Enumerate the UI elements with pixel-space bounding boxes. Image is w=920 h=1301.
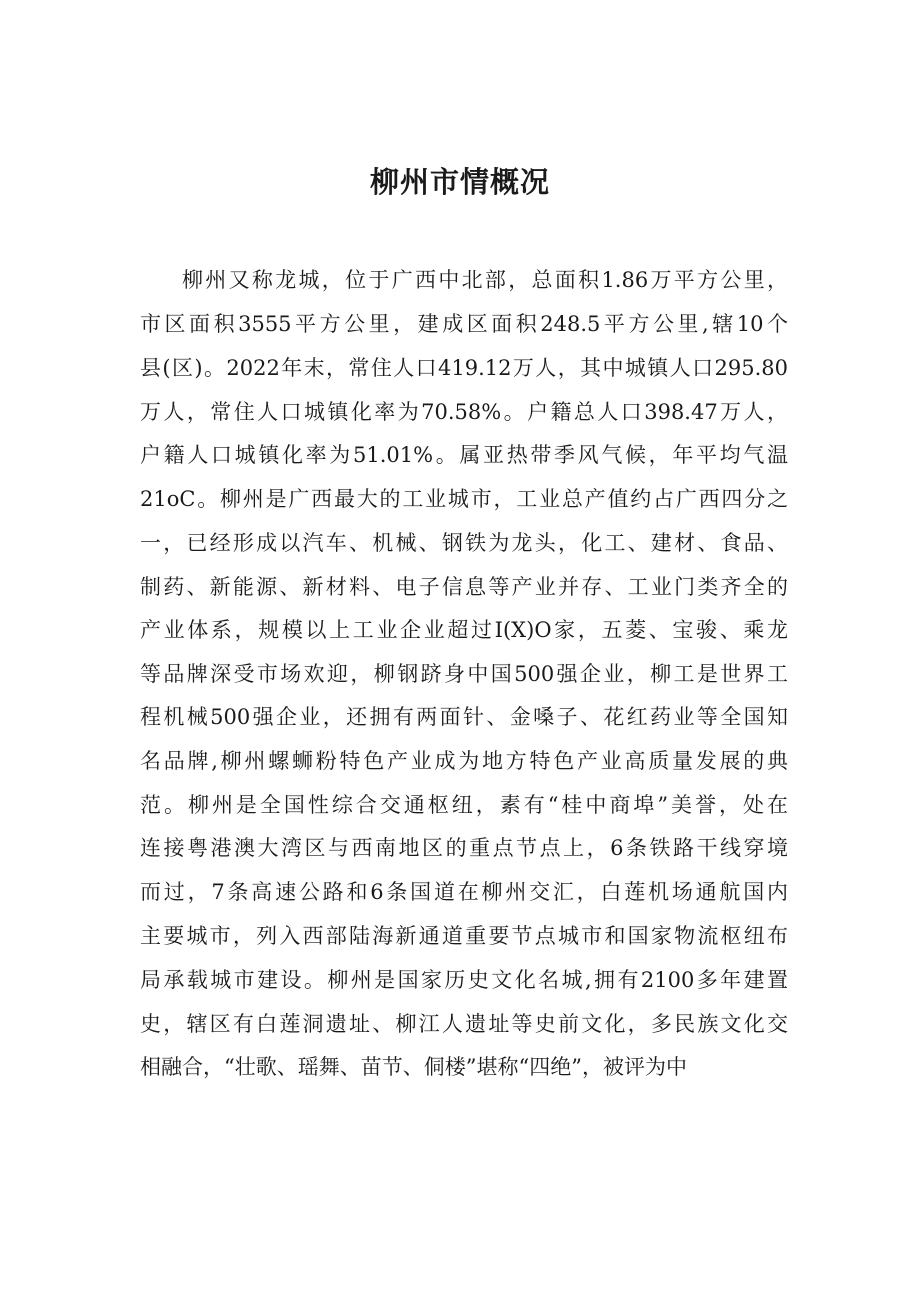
body-line: 史，辖区有白莲洞遗址、柳江人遗址等史前文化，多民族文化交 [140,1012,788,1036]
body-line: 户籍人口城镇化率为51.01%。属亚热带季风气候，年平均气温 [140,443,788,467]
body-line: 市区面积3555平方公里，建成区面积248.5平方公里,辖10个 [140,312,788,336]
body-line: 产业体系，规模以上工业企业超过I(X)O家，五菱、宝骏、乘龙 [140,618,788,642]
body-line: 名品牌,柳州螺蛳粉特色产业成为地方特色产业高质量发展的典 [140,749,788,773]
body-line: 等品牌深受市场欢迎，柳钢跻身中国500强企业，柳工是世界工 [140,662,788,686]
body-line: 局承载城市建设。柳州是国家历史文化名城,拥有2100多年建置 [140,968,788,992]
body-line: 主要城市，列入西部陆海新通道重要节点城市和国家物流枢纽布 [140,924,788,948]
body-line: 柳州又称龙城，位于广西中北部，总面积1.86万平方公里， [182,268,788,292]
body-line: 范。柳州是全国性综合交通枢纽，素有“桂中商埠”美誉，处在 [140,793,788,817]
body-line: 县(区)。2022年末，常住人口419.12万人，其中城镇人口295.80 [140,356,788,380]
body-line: 一，已经形成以汽车、机械、钢铁为龙头，化工、建材、食品、 [140,531,788,555]
body-line: 连接粤港澳大湾区与西南地区的重点节点上，6条铁路干线穿境 [140,836,788,860]
document-title: 柳州市情概况 [369,165,550,199]
body-line: 相融合，“壮歌、瑶舞、苗节、侗楼”堪称“四绝”，被评为中 [140,1055,687,1079]
body-line: 制药、新能源、新材料、电子信息等产业并存、工业门类齐全的 [140,575,788,599]
body-line: 万人，常住人口城镇化率为70.58%。户籍总人口398.47万人， [140,400,788,424]
body-line: 而过，7条高速公路和6条国道在柳州交汇，白莲机场通航国内 [140,880,788,904]
body-line: 21oC。柳州是广西最大的工业城市，工业总产值约占广西四分之 [140,487,788,511]
body-line: 程机械500强企业，还拥有两面针、金嗓子、花红药业等全国知 [140,705,788,729]
